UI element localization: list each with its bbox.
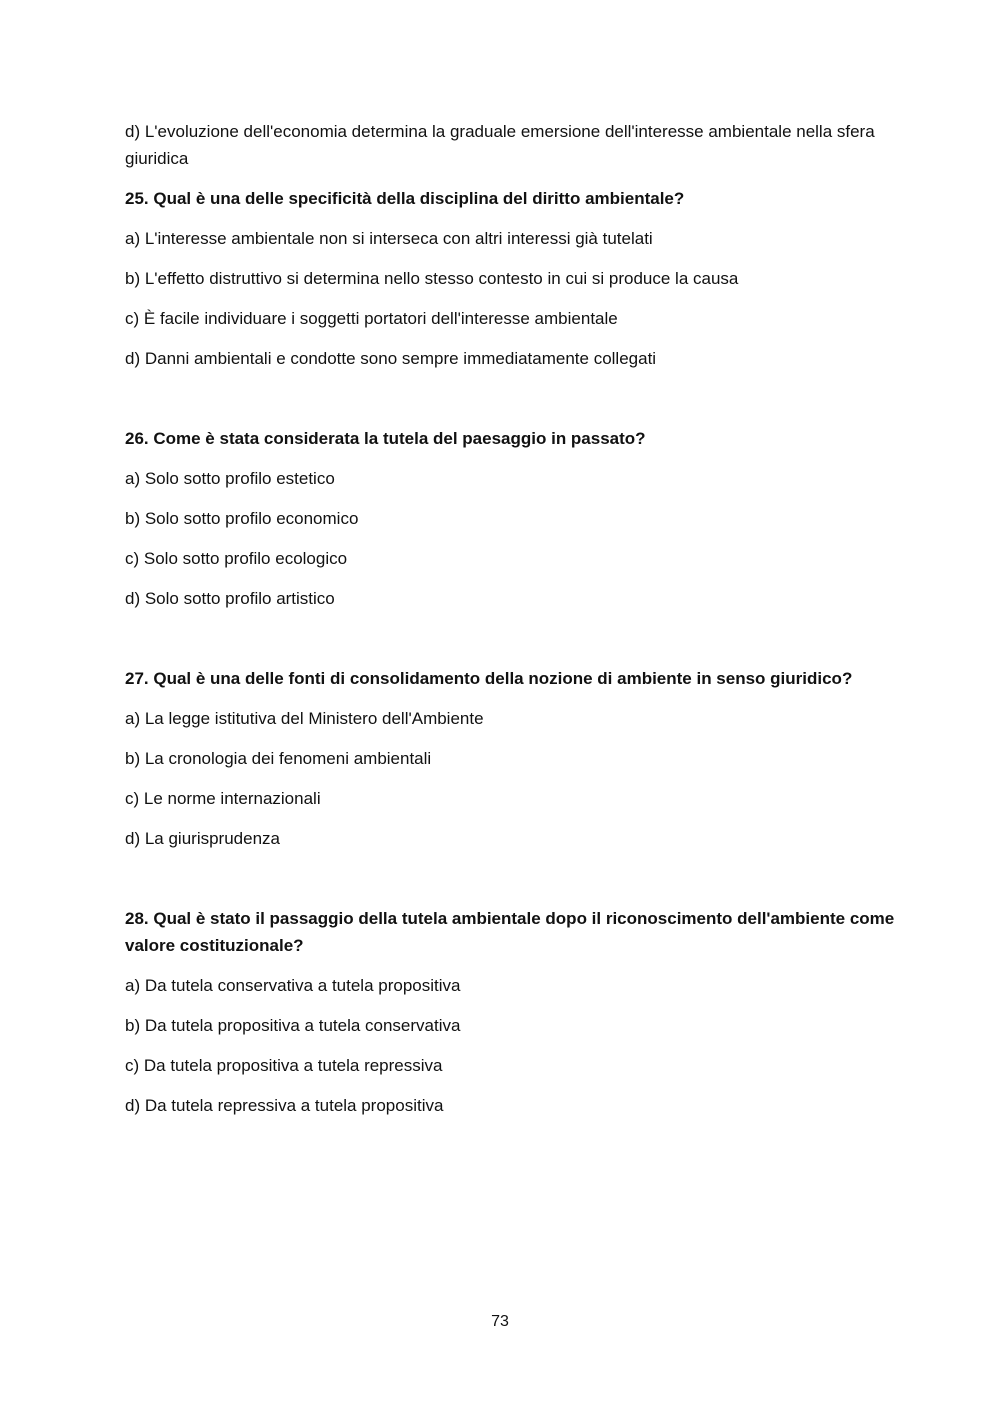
option-a: a) Solo sotto profilo estetico xyxy=(125,469,335,488)
option-c: c) È facile individuare i soggetti portatori dell'interesse ambientale xyxy=(125,309,618,328)
page-content xyxy=(125,118,905,1132)
option-d: d) Da tutela repressiva a tutela propositiva xyxy=(125,1096,444,1115)
question-text: 28. Qual è stato il passaggio della tutela ambientale dopo il riconoscimento dell'ambiente come valore costituzionale? xyxy=(125,909,895,955)
option-a: a) Da tutela conservativa a tutela propositiva xyxy=(125,976,461,995)
option-c: c) Solo sotto profilo ecologico xyxy=(125,549,348,568)
option-d: d) La giurisprudenza xyxy=(125,829,280,848)
question-text: 25. Qual è una delle specificità della disciplina del diritto ambientale? xyxy=(125,189,685,208)
spacer xyxy=(125,865,905,905)
question-block-28 xyxy=(125,905,905,1119)
spacer xyxy=(125,625,905,665)
option-b: b) L'effetto distruttivo si determina nello stesso contesto in cui si produce la causa xyxy=(125,269,739,288)
page-number: 73 xyxy=(491,1313,509,1330)
question-block-25 xyxy=(125,185,905,372)
option-b: b) Solo sotto profilo economico xyxy=(125,509,359,528)
option-a: a) La legge istitutiva del Ministero dell'Ambiente xyxy=(125,709,484,728)
question-text: 27. Qual è una delle fonti di consolidamento della nozione di ambiente in senso giuridico? xyxy=(125,669,853,688)
option-b: b) Da tutela propositiva a tutela conservativa xyxy=(125,1016,461,1035)
question-block-26 xyxy=(125,425,905,612)
question-block-27 xyxy=(125,665,905,852)
question-text: 26. Come è stata considerata la tutela del paesaggio in passato? xyxy=(125,429,646,448)
option-c: c) Da tutela propositiva a tutela repressiva xyxy=(125,1056,443,1075)
option-d: d) Danni ambientali e condotte sono sempre immediatamente collegati xyxy=(125,349,657,368)
option-b: b) La cronologia dei fenomeni ambientali xyxy=(125,749,432,768)
continued-option-d: d) L'evoluzione dell'economia determina la graduale emersione dell'interesse ambientale nella sfera giuridica xyxy=(125,122,875,168)
option-d: d) Solo sotto profilo artistico xyxy=(125,589,335,608)
option-c: c) Le norme internazionali xyxy=(125,789,321,808)
spacer xyxy=(125,385,905,425)
option-a: a) L'interesse ambientale non si interseca con altri interessi già tutelati xyxy=(125,229,653,248)
